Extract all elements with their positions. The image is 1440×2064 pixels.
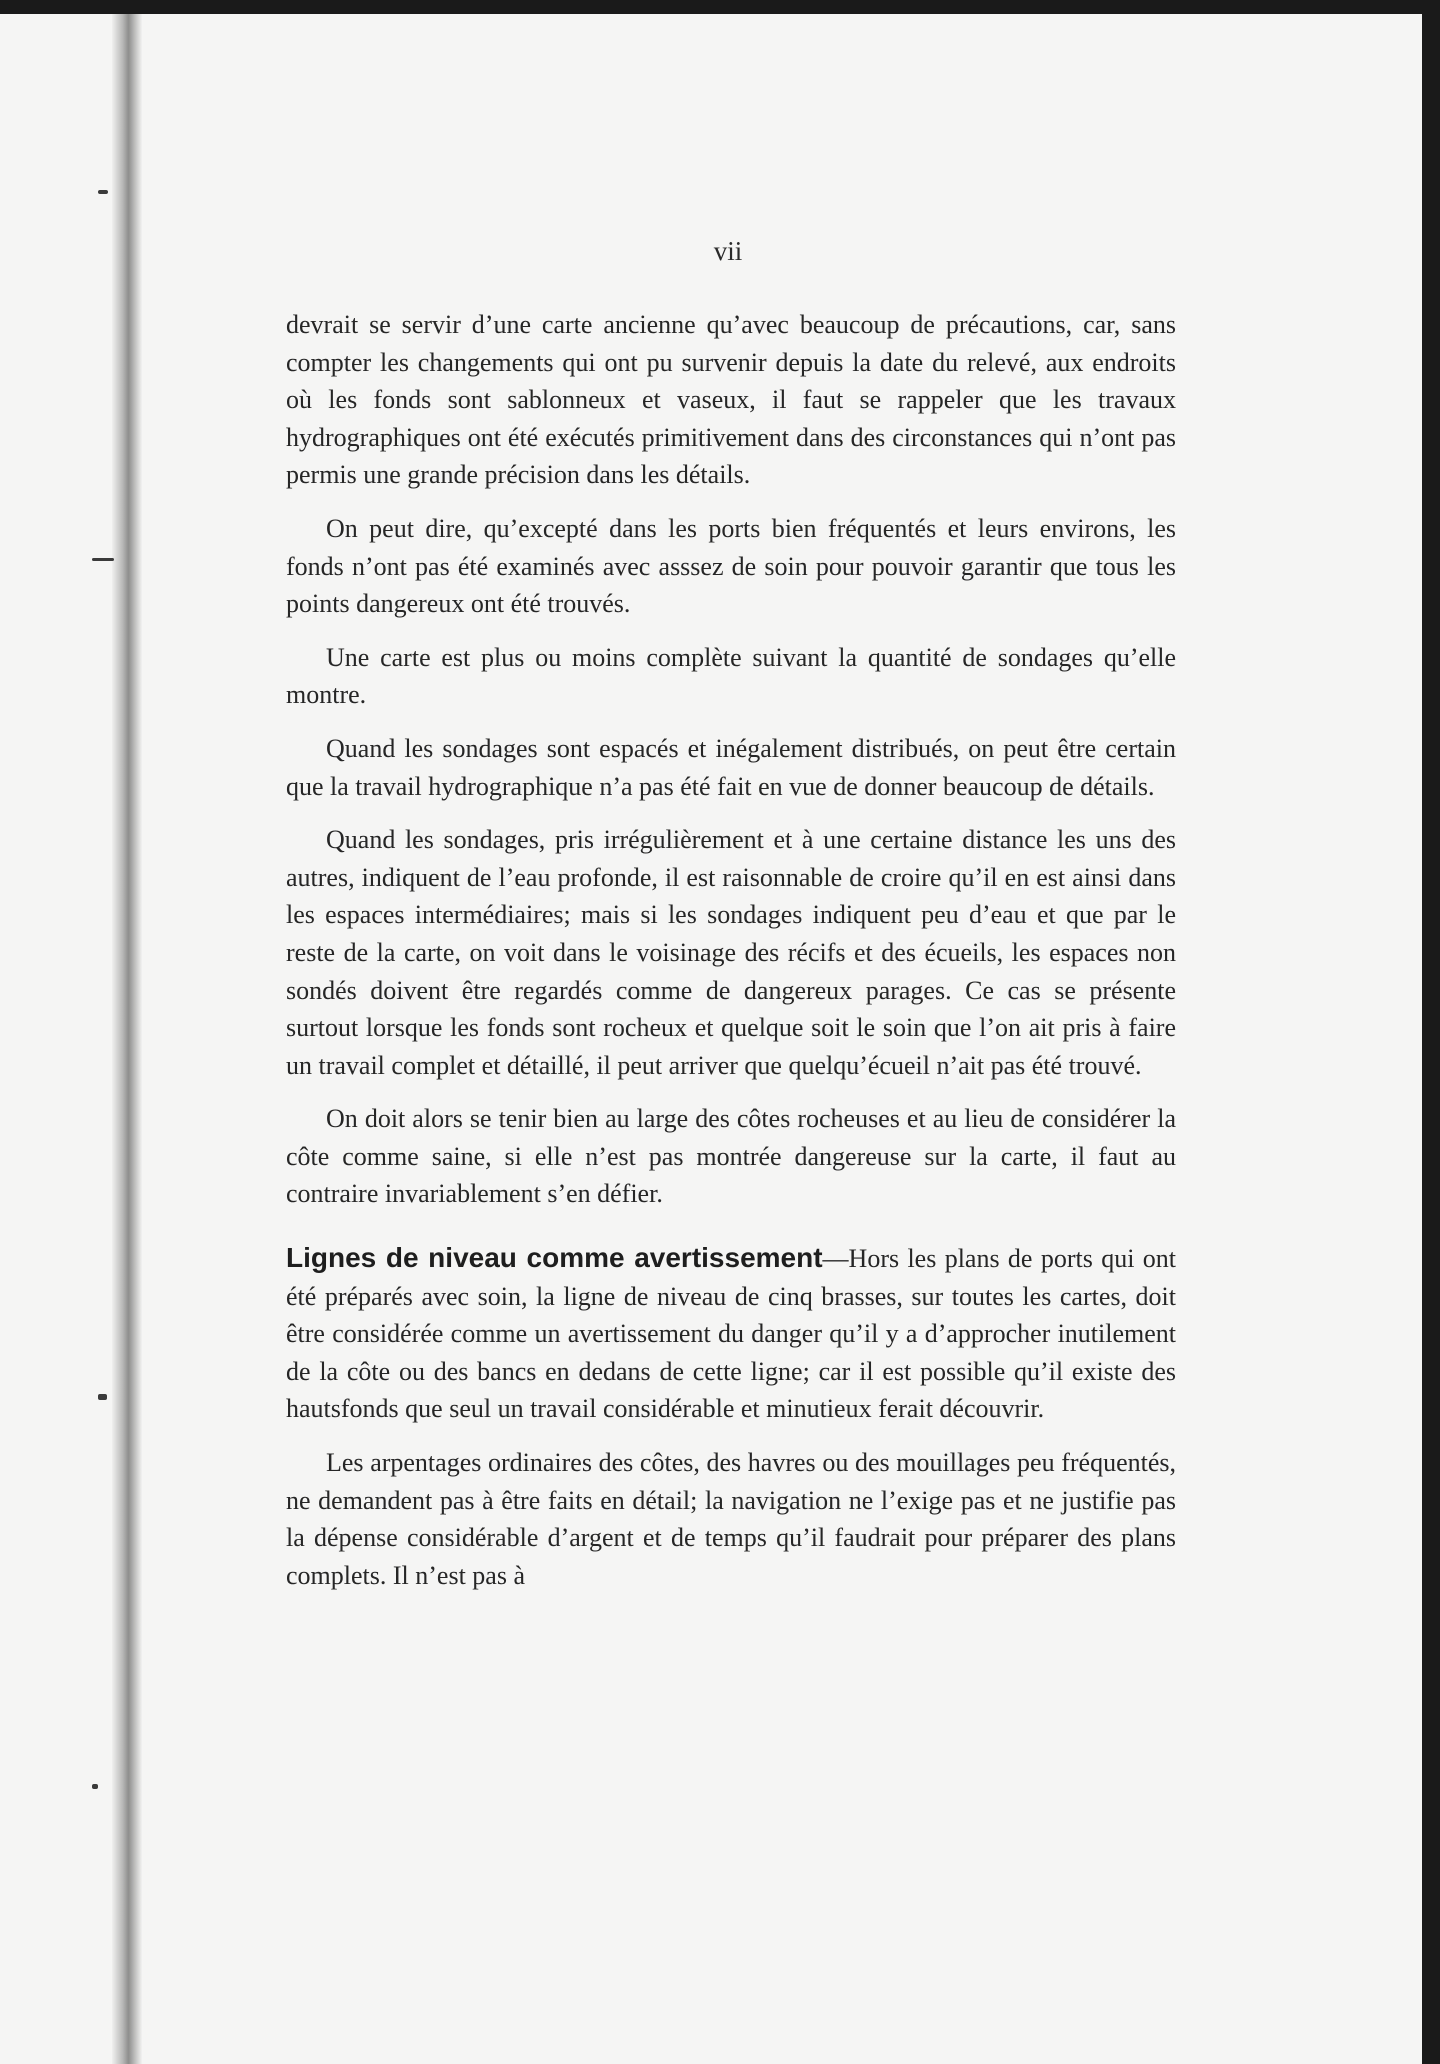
paragraph: Quand les sondages sont espacés et inégalement distribués, on peut être certain que la travail hydrographique n’a pas été fait en vue de donner beaucoup de détails. [286, 733, 1176, 801]
section-paragraph [286, 1239, 1176, 1428]
page-body [286, 306, 1176, 1610]
margin-mark [92, 1784, 98, 1789]
margin-mark [98, 1394, 107, 1400]
margin-mark [92, 558, 114, 561]
paragraph: Une carte est plus ou moins complète suivant la quantité de sondages qu’elle montre. [286, 642, 1176, 710]
paragraph: On peut dire, qu’excepté dans les ports bien fréquentés et leurs environs, les fonds n’ont pas été examinés avec asssez de soin pour pouvoir garantir que tous les points dangereux ont été trouvés. [286, 513, 1176, 619]
section-text: Hors les plans de ports qui ont été préparés avec soin, la ligne de niveau de cinq brasses, sur toutes les cartes, doit être considérée comme un avertissement du danger qu’il y a d’approcher inutilement de la côte ou des bancs en dedans de cette ligne; car il est possible qu’il existe des hautsfonds que seul un travail considérable et minutieux ferait découvrir. [286, 1244, 1176, 1424]
page-number: vii [713, 236, 743, 266]
binding-gutter-shadow [112, 14, 142, 2064]
page-paper [0, 14, 1422, 2064]
section-heading: Lignes de niveau comme avertissement [286, 1242, 823, 1274]
paragraph: Les arpentages ordinaires des côtes, des havres ou des mouillages peu fréquentés, ne demandent pas à être faits en détail; la navigation ne l’exige pas et ne justifie pas la dépense considérable d’argent et de temps qu’il faudrait pour préparer des plans complets. Il n’est pas à [286, 1448, 1176, 1590]
paragraph: Quand les sondages, pris irrégulièrement et à une certaine distance les uns des autres, indiquent de l’eau profonde, il est raisonnable de croire qu’il en est ainsi dans les espaces intermédiaires; mais si les sondages indiquent peu d’eau et que par le reste de la carte, on voit dans le voisinage des récifs et des écueils, les espaces non sondés doivent être regardés comme de dangereux parages. Ce cas se présente surtout lorsque les fonds sont rocheux et quelque soit le soin que l’on ait pris à faire un travail complet et détaillé, il peut arriver que quelqu’écueil n’ait pas été trouvé. [286, 825, 1176, 1080]
heading-dash: — [822, 1244, 849, 1274]
paragraph: devrait se servir d’une carte ancienne qu’avec beaucoup de précautions, car, sans compter les changements qui ont pu survenir depuis la date du relevé, aux endroits où les fonds sont sablonneux et vaseux, il faut se rappeler que les travaux hydrographiques ont été exécutés primitivement dans des circonstances qui n’ont pas permis une grande précision dans les détails. [286, 310, 1176, 490]
paragraph: On doit alors se tenir bien au large des côtes rocheuses et au lieu de considérer la côte comme saine, si elle n’est pas montrée dangereuse sur la carte, il faut au contraire invariablement s’en défier. [286, 1104, 1176, 1209]
margin-mark [98, 190, 108, 194]
